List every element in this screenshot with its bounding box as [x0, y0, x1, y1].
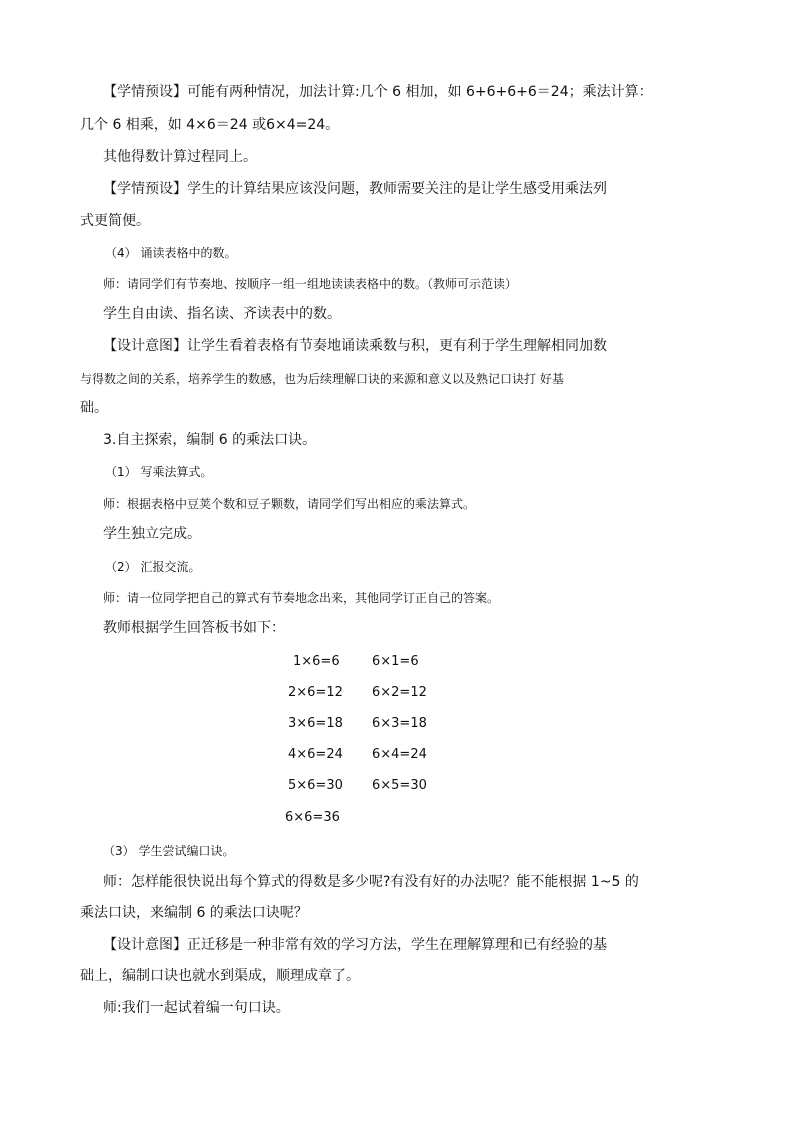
- paragraph-17: 师：请一位同学把自己的算式有节奏地念出来，其他同学订正自己的答案。: [103, 591, 500, 605]
- equation-1-right: 6×1=6: [372, 654, 419, 669]
- paragraph-10: 与得数之间的关系，培养学生的数感，也为后续理解口诀的来源和意义以及熟记口诀打 好基: [80, 372, 564, 386]
- paragraph-1: 【学情预设】可能有两种情况，加法计算:几个 6 相加，如 6+6+6+6＝24；乘法计算：: [103, 84, 653, 100]
- equation-4-left: 4×6=24: [288, 747, 343, 762]
- paragraph-12: 3.自主探索，编制 6 的乘法口诀。: [103, 432, 317, 448]
- paragraph-19: （3） 学生尝试编口诀。: [103, 844, 235, 858]
- equation-5-right: 6×5=30: [372, 778, 427, 793]
- paragraph-5: 式更简便。: [80, 213, 150, 229]
- paragraph-4: 【学情预设】学生的计算结果应该没问题，教师需要关注的是让学生感受用乘法列: [103, 181, 607, 197]
- equation-2-right: 6×2=12: [372, 685, 427, 700]
- paragraph-9: 【设计意图】让学生看着表格有节奏地诵读乘数与积，更有利于学生理解相同加数: [103, 338, 607, 354]
- paragraph-23: 础上，编制口诀也就水到渠成，顺理成章了。: [80, 968, 360, 984]
- paragraph-16: （2） 汇报交流。: [105, 560, 201, 574]
- paragraph-8: 学生自由读、指名读、齐读表中的数。: [103, 306, 341, 322]
- paragraph-14: 师：根据表格中豆荚个数和豆子颗数，请同学们写出相应的乘法算式。: [103, 497, 476, 511]
- paragraph-3: 其他得数计算过程同上。: [103, 149, 257, 165]
- paragraph-2: 几个 6 相乘，如 4×6＝24 或6×4=24。: [80, 117, 340, 133]
- equation-4-right: 6×4=24: [372, 747, 427, 762]
- paragraph-18: 教师根据学生回答板书如下：: [103, 620, 285, 636]
- paragraph-13: （1） 写乘法算式。: [105, 465, 213, 479]
- equation-3-left: 3×6=18: [288, 716, 343, 731]
- paragraph-24: 师:我们一起试着编一句口诀。: [103, 1000, 290, 1016]
- paragraph-20: 师：怎样能很快说出每个算式的得数是多少呢?有没有好的办法呢？能不能根据 1~5 的: [103, 874, 639, 890]
- equation-5-left: 5×6=30: [288, 778, 343, 793]
- paragraph-6: （4） 诵读表格中的数。: [105, 246, 237, 260]
- paragraph-21: 乘法口诀，来编制 6 的乘法口诀呢？: [80, 905, 308, 921]
- equation-6: 6×6=36: [285, 810, 340, 825]
- equation-1-left: 1×6=6: [293, 654, 340, 669]
- paragraph-15: 学生独立完成。: [103, 526, 201, 542]
- paragraph-7: 师：请同学们有节奏地、按顺序一组一组地读读表格中的数。（教师可示范读）: [103, 277, 518, 291]
- equation-3-right: 6×3=18: [372, 716, 427, 731]
- equation-2-left: 2×6=12: [288, 685, 343, 700]
- paragraph-11: 础。: [80, 400, 108, 416]
- paragraph-22: 【设计意图】正迁移是一种非常有效的学习方法，学生在理解算理和已有经验的基: [103, 937, 607, 953]
